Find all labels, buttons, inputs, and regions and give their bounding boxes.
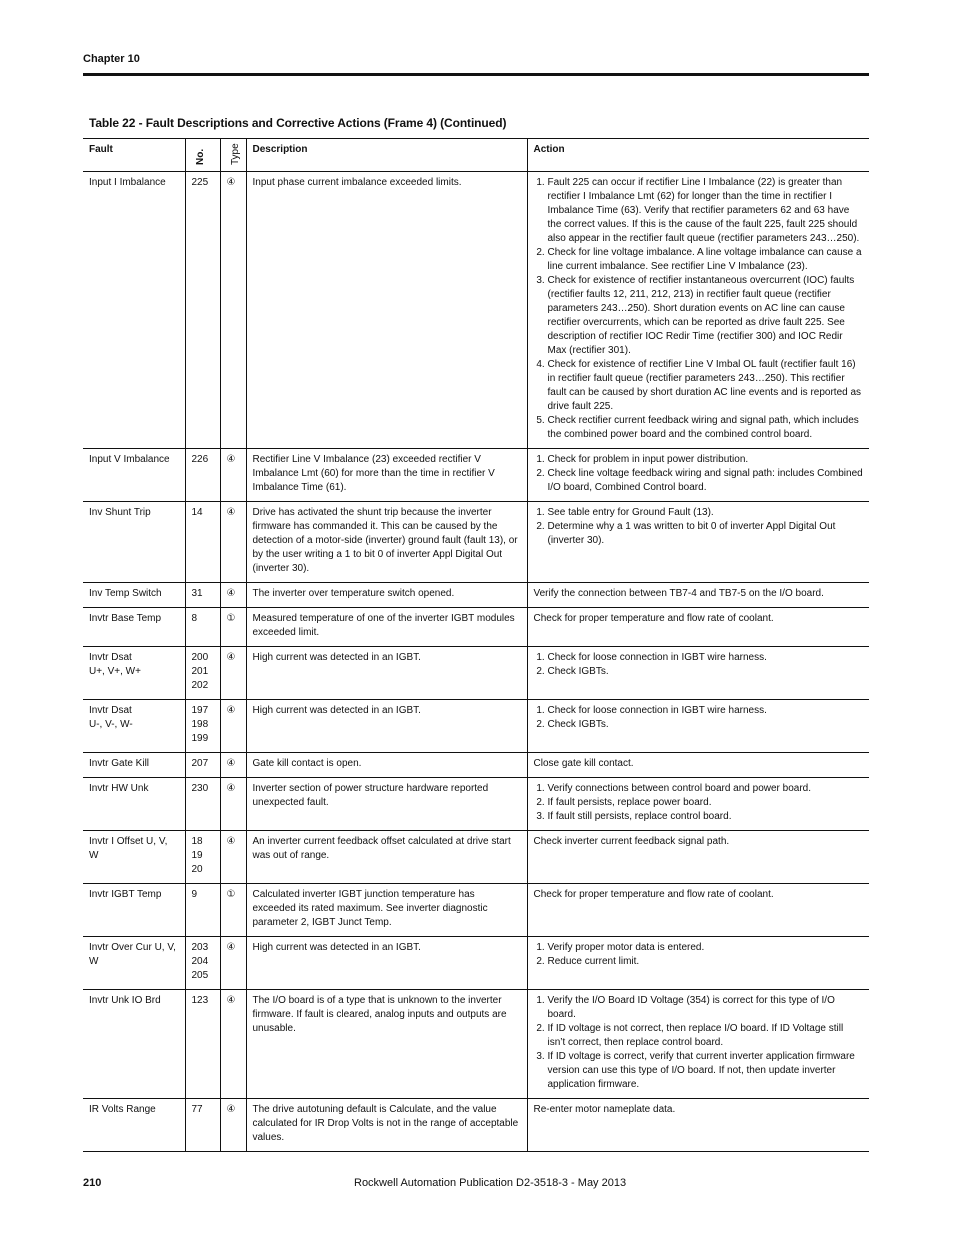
fault-action-cell bbox=[527, 990, 869, 1099]
table-row bbox=[83, 753, 869, 778]
fault-type-cell bbox=[220, 583, 246, 608]
fault-name-cell bbox=[83, 700, 185, 753]
fault-action-cell bbox=[527, 583, 869, 608]
action-steps-list bbox=[534, 506, 864, 548]
action-step: 2. Check line voltage feedback wiring and signal path: includes Combined I/O board, Combined Control board. bbox=[548, 467, 864, 495]
fault-number: 31 bbox=[191, 588, 203, 599]
action-step: 1. Fault 225 can occur if rectifier Line I Imbalance (22) is greater than rectifier I Imbalance Lmt (62) for longer than the time in rectifier I Imbalance Time (63). Verify that rectifier parameters 62 and 63 have the correct values. If this is the cause of the fault 225, fault 225 should also appear in the rectifier fault queue (rectifier parameters 243…250). bbox=[548, 176, 864, 246]
fault-number-cell bbox=[185, 1099, 220, 1152]
fault-number-cell bbox=[185, 502, 220, 583]
fault-number: 225 bbox=[191, 177, 209, 188]
fault-description: Rectifier Line V Imbalance (23) exceeded rectifier V Imbalance Lmt (60) for more than the time in rectifier V Imbalance Time (61). bbox=[246, 449, 527, 502]
fault-name: Invtr Over Cur U, V, W bbox=[89, 942, 176, 967]
fault-name-cell bbox=[83, 1099, 185, 1152]
fault-type-cell bbox=[220, 831, 246, 884]
fault-type-icon: ④ bbox=[226, 705, 236, 716]
action-step: 2. If fault persists, replace power board. bbox=[548, 796, 864, 810]
table-row bbox=[83, 937, 869, 990]
fault-action-cell bbox=[527, 700, 869, 753]
action-step: 3. If ID voltage is correct, verify that current inverter application firmware version can use this type of I/O board. If not, then update inverter application firmware. bbox=[548, 1050, 864, 1092]
action-step: 2. Check for line voltage imbalance. A line voltage imbalance can cause a line current imbalance. See rectifier Line V Imbalance (23). bbox=[548, 246, 864, 274]
fault-number-cell bbox=[185, 647, 220, 700]
action-step: 1. Check for loose connection in IGBT wire harness. bbox=[548, 704, 864, 718]
action-text: Check inverter current feedback signal path. bbox=[533, 836, 730, 847]
fault-number-cell bbox=[185, 449, 220, 502]
column-header-type bbox=[220, 139, 246, 172]
action-step: 2. If ID voltage is not correct, then replace I/O board. If ID Voltage still isn’t correct, then replace control board. bbox=[548, 1022, 864, 1050]
fault-number-cell bbox=[185, 884, 220, 937]
fault-type-icon: ④ bbox=[226, 588, 236, 599]
action-step: 2. Check IGBTs. bbox=[548, 665, 864, 679]
action-step: 3. If fault still persists, replace control board. bbox=[548, 810, 864, 824]
fault-table-body bbox=[83, 172, 869, 1152]
table-row bbox=[83, 608, 869, 647]
fault-description: Measured temperature of one of the inverter IGBT modules exceeded limit. bbox=[246, 608, 527, 647]
action-text: Verify the connection between TB7-4 and TB7-5 on the I/O board. bbox=[533, 588, 824, 599]
fault-type-icon: ④ bbox=[226, 507, 236, 518]
fault-number: 19 bbox=[191, 850, 203, 861]
fault-number: 198 bbox=[191, 719, 209, 730]
fault-number-cell bbox=[185, 172, 220, 449]
fault-number: 201 bbox=[191, 666, 209, 677]
table-row bbox=[83, 647, 869, 700]
action-step: 1. Check for problem in input power distribution. bbox=[548, 453, 864, 467]
fault-number: 77 bbox=[191, 1104, 203, 1115]
fault-number-cell bbox=[185, 937, 220, 990]
fault-action-cell bbox=[527, 753, 869, 778]
fault-action-cell bbox=[527, 831, 869, 884]
table-row bbox=[83, 700, 869, 753]
column-header-fault: Fault bbox=[83, 139, 185, 172]
action-steps-list bbox=[534, 782, 864, 824]
fault-name: U-, V-, W- bbox=[89, 719, 133, 730]
fault-action-cell bbox=[527, 1099, 869, 1152]
action-steps-list bbox=[534, 176, 864, 442]
fault-type-cell bbox=[220, 608, 246, 647]
fault-name: Inv Shunt Trip bbox=[89, 507, 151, 518]
fault-type-icon: ① bbox=[226, 613, 236, 624]
fault-number-cell bbox=[185, 753, 220, 778]
fault-name-cell bbox=[83, 172, 185, 449]
action-step: 1. Verify the I/O Board ID Voltage (354) is correct for this type of I/O board. bbox=[548, 994, 864, 1022]
action-steps-list bbox=[534, 704, 864, 732]
fault-type-icon: ④ bbox=[226, 758, 236, 769]
action-step: 3. Check for existence of rectifier instantaneous overcurrent (IOC) faults (rectifier faults 12, 211, 212, 213) in rectifier fault queue (rectifier parameters 243…250). Short duration events on AC line can cause rectifier overcurrents, which can be reported as drive fault 225. See description of rectifier IOC Redir Time (rectifier 300) and IOC Redir Max (rectifier 301). bbox=[548, 274, 864, 358]
fault-type-icon: ④ bbox=[226, 942, 236, 953]
table-row bbox=[83, 172, 869, 449]
fault-number: 20 bbox=[191, 864, 203, 875]
fault-name: IR Volts Range bbox=[89, 1104, 156, 1115]
page-number: 210 bbox=[83, 1177, 102, 1189]
fault-number-cell bbox=[185, 608, 220, 647]
fault-number: 14 bbox=[191, 507, 203, 518]
action-steps-list bbox=[534, 994, 864, 1092]
fault-description: High current was detected in an IGBT. bbox=[246, 647, 527, 700]
fault-type-icon: ① bbox=[226, 889, 236, 900]
fault-type-cell bbox=[220, 778, 246, 831]
fault-number-cell bbox=[185, 700, 220, 753]
fault-name: Input V Imbalance bbox=[89, 454, 170, 465]
action-step: 2. Reduce current limit. bbox=[548, 955, 864, 969]
fault-name-cell bbox=[83, 647, 185, 700]
fault-type-icon: ④ bbox=[226, 177, 236, 188]
fault-number: 226 bbox=[191, 454, 209, 465]
fault-type-icon: ④ bbox=[226, 995, 236, 1006]
table-title: Table 22 - Fault Descriptions and Corrective Actions (Frame 4) (Continued) bbox=[89, 116, 507, 130]
action-step: 2. Check IGBTs. bbox=[548, 718, 864, 732]
fault-name-cell bbox=[83, 608, 185, 647]
fault-description: Gate kill contact is open. bbox=[246, 753, 527, 778]
fault-table bbox=[83, 138, 869, 1152]
fault-description: The inverter over temperature switch opened. bbox=[246, 583, 527, 608]
fault-name-cell bbox=[83, 990, 185, 1099]
fault-type-icon: ④ bbox=[226, 1104, 236, 1115]
fault-action-cell bbox=[527, 172, 869, 449]
table-row bbox=[83, 831, 869, 884]
action-step: 5. Check rectifier current feedback wiring and signal path, which includes the combined power board and the combined control board. bbox=[548, 414, 864, 442]
table-header-row bbox=[83, 139, 869, 172]
fault-type-icon: ④ bbox=[226, 454, 236, 465]
fault-description: Input phase current imbalance exceeded limits. bbox=[246, 172, 527, 449]
fault-description: Calculated inverter IGBT junction temperature has exceeded its rated maximum. See inverter diagnostic parameter 2, IGBT Junct Temp. bbox=[246, 884, 527, 937]
table-row bbox=[83, 583, 869, 608]
fault-action-cell bbox=[527, 449, 869, 502]
fault-name-cell bbox=[83, 502, 185, 583]
fault-number-cell bbox=[185, 990, 220, 1099]
fault-name-cell bbox=[83, 937, 185, 990]
fault-name: Invtr I Offset U, V, W bbox=[89, 836, 168, 861]
fault-name-cell bbox=[83, 753, 185, 778]
action-text: Close gate kill contact. bbox=[533, 758, 634, 769]
fault-name-cell bbox=[83, 778, 185, 831]
fault-name: Invtr Dsat bbox=[89, 652, 132, 663]
fault-name: Input I Imbalance bbox=[89, 177, 166, 188]
fault-description: High current was detected in an IGBT. bbox=[246, 937, 527, 990]
fault-number-cell bbox=[185, 831, 220, 884]
fault-number: 8 bbox=[191, 613, 198, 624]
column-header-type-text: Type bbox=[229, 143, 241, 165]
fault-name: U+, V+, W+ bbox=[89, 666, 141, 677]
fault-description: The I/O board is of a type that is unknown to the inverter firmware. If fault is cleared, analog inputs and outputs are unusable. bbox=[246, 990, 527, 1099]
action-steps-list bbox=[534, 941, 864, 969]
column-header-action: Action bbox=[527, 139, 869, 172]
fault-action-cell bbox=[527, 647, 869, 700]
fault-name: Invtr Gate Kill bbox=[89, 758, 150, 769]
fault-name-cell bbox=[83, 884, 185, 937]
fault-name: Invtr Base Temp bbox=[89, 613, 162, 624]
table-row bbox=[83, 990, 869, 1099]
fault-number: 199 bbox=[191, 733, 209, 744]
fault-type-cell bbox=[220, 1099, 246, 1152]
fault-action-cell bbox=[527, 502, 869, 583]
fault-action-cell bbox=[527, 778, 869, 831]
fault-type-cell bbox=[220, 753, 246, 778]
action-step: 1. Check for loose connection in IGBT wire harness. bbox=[548, 651, 864, 665]
fault-name: Inv Temp Switch bbox=[89, 588, 162, 599]
fault-type-cell bbox=[220, 647, 246, 700]
fault-name: Invtr HW Unk bbox=[89, 783, 149, 794]
fault-type-cell bbox=[220, 937, 246, 990]
fault-description: Inverter section of power structure hardware reported unexpected fault. bbox=[246, 778, 527, 831]
fault-type-cell bbox=[220, 502, 246, 583]
fault-type-icon: ④ bbox=[226, 652, 236, 663]
fault-number: 230 bbox=[191, 783, 209, 794]
fault-name-cell bbox=[83, 831, 185, 884]
fault-number-cell bbox=[185, 583, 220, 608]
table-row bbox=[83, 884, 869, 937]
fault-type-cell bbox=[220, 884, 246, 937]
fault-type-cell bbox=[220, 700, 246, 753]
fault-number: 202 bbox=[191, 680, 209, 691]
fault-name-cell bbox=[83, 583, 185, 608]
fault-action-cell bbox=[527, 937, 869, 990]
fault-action-cell bbox=[527, 608, 869, 647]
fault-name: Invtr Unk IO Brd bbox=[89, 995, 161, 1006]
fault-number: 207 bbox=[191, 758, 209, 769]
fault-number: 203 bbox=[191, 942, 209, 953]
fault-type-icon: ④ bbox=[226, 836, 236, 847]
fault-number: 204 bbox=[191, 956, 209, 967]
fault-description: The drive autotuning default is Calculate, and the value calculated for IR Drop Volts is not in the range of acceptable values. bbox=[246, 1099, 527, 1152]
fault-number: 9 bbox=[191, 889, 198, 900]
action-text: Re-enter motor nameplate data. bbox=[533, 1104, 676, 1115]
header-rule bbox=[83, 73, 869, 76]
action-step: 1. See table entry for Ground Fault (13). bbox=[548, 506, 864, 520]
fault-number: 205 bbox=[191, 970, 209, 981]
fault-name: Invtr IGBT Temp bbox=[89, 889, 162, 900]
action-step: 2. Determine why a 1 was written to bit 0 of inverter Appl Digital Out (inverter 30). bbox=[548, 520, 864, 548]
column-header-no-text: No. bbox=[194, 148, 206, 165]
fault-number: 18 bbox=[191, 836, 203, 847]
fault-type-cell bbox=[220, 990, 246, 1099]
fault-description: High current was detected in an IGBT. bbox=[246, 700, 527, 753]
column-header-no bbox=[185, 139, 220, 172]
action-step: 4. Check for existence of rectifier Line V Imbal OL fault (rectifier fault 16) in rectifier fault queue (rectifier parameters 243…250). This rectifier fault can be caused by short duration AC line events and is reported as drive fault 225. bbox=[548, 358, 864, 414]
fault-number: 200 bbox=[191, 652, 209, 663]
fault-name: Invtr Dsat bbox=[89, 705, 132, 716]
fault-number: 197 bbox=[191, 705, 209, 716]
action-text: Check for proper temperature and flow rate of coolant. bbox=[533, 889, 774, 900]
fault-number: 123 bbox=[191, 995, 209, 1006]
fault-description: An inverter current feedback offset calculated at drive start was out of range. bbox=[246, 831, 527, 884]
fault-type-cell bbox=[220, 449, 246, 502]
action-steps-list bbox=[534, 651, 864, 679]
column-header-description: Description bbox=[246, 139, 527, 172]
action-steps-list bbox=[534, 453, 864, 495]
action-step: 1. Verify proper motor data is entered. bbox=[548, 941, 864, 955]
publication-line: Rockwell Automation Publication D2-3518-3 - May 2013 bbox=[354, 1177, 627, 1189]
table-row bbox=[83, 449, 869, 502]
table-row bbox=[83, 502, 869, 583]
chapter-label: Chapter 10 bbox=[83, 53, 140, 65]
fault-action-cell bbox=[527, 884, 869, 937]
fault-type-icon: ④ bbox=[226, 783, 236, 794]
action-text: Check for proper temperature and flow rate of coolant. bbox=[533, 613, 774, 624]
fault-type-cell bbox=[220, 172, 246, 449]
fault-description: Drive has activated the shunt trip because the inverter firmware has commanded it. This can be caused by the detection of a motor-side (inverter) ground fault (fault 13), or by the user writing a 1 to bit 0 of inverter Appl Digital Out (inverter 30). bbox=[246, 502, 527, 583]
action-step: 1. Verify connections between control board and power board. bbox=[548, 782, 864, 796]
table-row bbox=[83, 778, 869, 831]
fault-name-cell bbox=[83, 449, 185, 502]
table-row bbox=[83, 1099, 869, 1152]
fault-number-cell bbox=[185, 778, 220, 831]
